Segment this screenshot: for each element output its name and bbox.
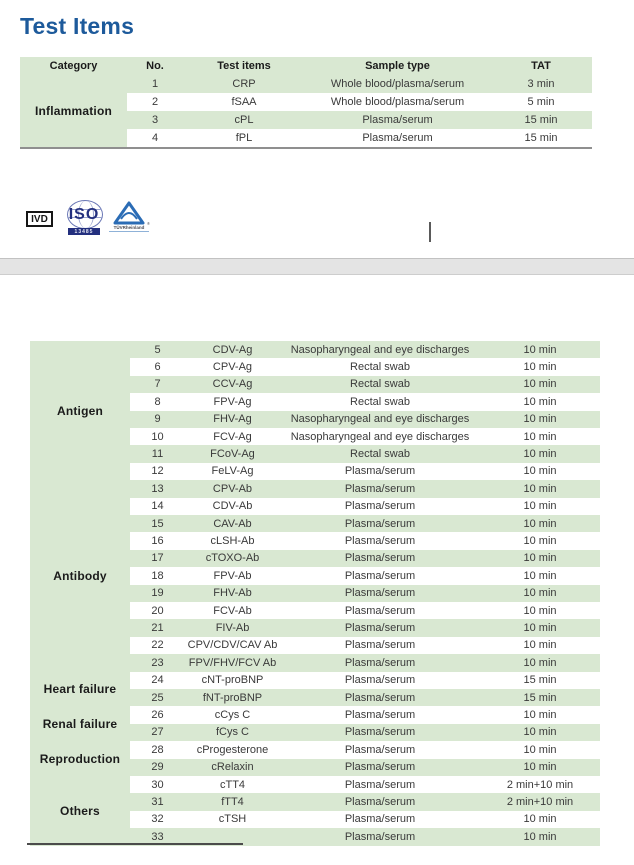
test-items-table-page1 — [20, 57, 592, 149]
cell-no: 28 — [151, 743, 164, 756]
category-label: Antigen — [56, 403, 104, 418]
cell-no: 27 — [151, 726, 164, 739]
cell-sample-type: Plasma/serum — [344, 674, 416, 687]
cell-tat: 10 min — [523, 761, 557, 774]
tuv-rheinland-logo — [112, 201, 150, 235]
cell-sample-type: Rectal swab — [350, 361, 410, 374]
cell-no: 3 — [151, 114, 159, 126]
cell-no: 30 — [151, 778, 164, 791]
cell-test-item: FHV-Ab — [213, 587, 252, 600]
page-title: Test Items — [20, 13, 135, 39]
cell-sample-type: Plasma/serum — [344, 622, 416, 635]
cell-no: 22 — [151, 639, 164, 652]
cell-tat: 10 min — [523, 413, 557, 426]
cell-tat: 10 min — [523, 500, 557, 513]
cell-tat: 10 min — [523, 395, 557, 408]
cell-test-item: fNT-proBNP — [202, 691, 263, 704]
tuv-logo-text: TÜVRheinland — [109, 225, 149, 232]
cell-test-item: FPV/FHV/FCV Ab — [188, 656, 277, 669]
cell-test-item: cCys C — [214, 709, 251, 722]
cell-test-item: cTOXO-Ab — [205, 552, 260, 565]
cell-test-item: FeLV-Ag — [211, 465, 254, 478]
iso-cert-number: 13485 — [68, 228, 100, 235]
cell-test-item: cProgesterone — [196, 743, 269, 756]
cell-tat: 10 min — [523, 343, 557, 356]
cell-no: 8 — [154, 395, 161, 408]
cell-sample-type: Plasma/serum — [362, 132, 433, 144]
iso-logo-text: ISO — [68, 206, 100, 223]
cell-no: 20 — [151, 604, 164, 617]
cell-sample-type: Nasopharyngeal and eye discharges — [290, 343, 470, 356]
cell-tat: 10 min — [523, 743, 557, 756]
cell-test-item: CCV-Ag — [212, 378, 253, 391]
cell-test-item: FCV-Ag — [213, 430, 252, 443]
cell-sample-type: Plasma/serum — [344, 743, 416, 756]
column-header: Category — [49, 60, 98, 72]
cell-tat: 10 min — [523, 622, 557, 635]
iso-13485-logo — [61, 200, 107, 236]
cell-sample-type: Plasma/serum — [344, 587, 416, 600]
cell-no: 9 — [154, 413, 161, 426]
cell-tat: 10 min — [523, 726, 557, 739]
cell-sample-type: Rectal swab — [350, 448, 410, 461]
cell-test-item: FCV-Ab — [213, 604, 252, 617]
cell-sample-type: Whole blood/plasma/serum — [330, 96, 465, 108]
cell-sample-type: Rectal swab — [350, 395, 410, 408]
cell-tat: 10 min — [523, 361, 557, 374]
cell-tat: 10 min — [523, 482, 557, 495]
cell-tat: 10 min — [523, 552, 557, 565]
cell-test-item: CPV-Ab — [212, 482, 253, 495]
cell-no: 5 — [154, 343, 161, 356]
cell-no: 16 — [151, 535, 164, 548]
cell-test-item: cNT-proBNP — [201, 674, 264, 687]
registered-mark: ® — [147, 221, 150, 226]
cell-no: 21 — [151, 622, 164, 635]
cell-no: 4 — [151, 132, 159, 144]
cell-test-item: cTSH — [218, 813, 247, 826]
cell-tat: 10 min — [523, 430, 557, 443]
cell-test-item: CAV-Ab — [213, 517, 252, 530]
cell-sample-type: Plasma/serum — [344, 500, 416, 513]
cell-no: 1 — [151, 78, 159, 90]
column-header: Sample type — [365, 60, 430, 72]
cell-test-item: cRelaxin — [211, 761, 254, 774]
cell-no: 29 — [151, 761, 164, 774]
cell-test-item: fTT4 — [221, 796, 244, 809]
cell-sample-type: Nasopharyngeal and eye discharges — [290, 430, 470, 443]
category-label: Reproduction — [39, 751, 121, 766]
tuv-triangle-icon — [112, 201, 146, 225]
cell-tat: 10 min — [523, 709, 557, 722]
cell-test-item: CDV-Ab — [212, 500, 253, 513]
cell-no: 11 — [151, 448, 164, 461]
cell-no: 32 — [151, 813, 164, 826]
cell-test-item: FPV-Ag — [213, 395, 252, 408]
ivd-mark-logo: IVD — [26, 211, 53, 227]
cell-sample-type: Nasopharyngeal and eye discharges — [290, 413, 470, 426]
cell-sample-type: Whole blood/plasma/serum — [330, 78, 465, 90]
cell-no: 6 — [154, 361, 161, 374]
category-label: Others — [60, 803, 100, 818]
cell-test-item: cPL — [234, 114, 254, 126]
cell-tat: 2 min+10 min — [506, 796, 574, 809]
cell-sample-type: Plasma/serum — [344, 778, 416, 791]
cell-sample-type: Plasma/serum — [344, 830, 416, 843]
cell-tat: 2 min+10 min — [506, 778, 574, 791]
cell-test-item: FHV-Ag — [213, 413, 252, 426]
cell-no: 7 — [154, 378, 161, 391]
cell-tat: 10 min — [523, 535, 557, 548]
cell-sample-type: Plasma/serum — [344, 569, 416, 582]
cell-test-item: cTT4 — [219, 778, 246, 791]
cell-no: 31 — [151, 796, 164, 809]
cell-tat: 10 min — [523, 448, 557, 461]
cell-test-item: fSAA — [231, 96, 257, 108]
cell-test-item: CPV-Ag — [212, 361, 253, 374]
cell-tat: 15 min — [524, 132, 558, 144]
cell-no: 10 — [151, 430, 164, 443]
cell-test-item: FCoV-Ag — [210, 448, 255, 461]
cell-sample-type: Plasma/serum — [344, 535, 416, 548]
page-separator — [0, 258, 634, 275]
cell-sample-type: Plasma/serum — [344, 691, 416, 704]
cell-sample-type: Plasma/serum — [344, 604, 416, 617]
test-items-table-page2 — [30, 341, 600, 846]
category-label: Renal failure — [42, 716, 118, 731]
text-cursor[interactable] — [429, 222, 431, 242]
cell-tat: 15 min — [523, 674, 557, 687]
cell-sample-type: Rectal swab — [350, 378, 410, 391]
cell-no: 23 — [151, 656, 164, 669]
cell-tat: 5 min — [527, 96, 555, 108]
cell-no: 33 — [151, 830, 164, 843]
cell-test-item: FIV-Ab — [215, 622, 250, 635]
cell-test-item: fPL — [235, 132, 253, 144]
cell-test-item: CRP — [232, 78, 256, 90]
cell-no: 26 — [151, 709, 164, 722]
cell-sample-type: Plasma/serum — [344, 726, 416, 739]
cell-tat: 10 min — [523, 517, 557, 530]
cell-tat: 10 min — [523, 378, 557, 391]
cell-tat: 10 min — [523, 830, 557, 843]
cell-tat: 15 min — [523, 691, 557, 704]
category-label: Antibody — [53, 568, 107, 583]
cell-test-item: cLSH-Ab — [210, 535, 255, 548]
category-label: Inflammation — [34, 104, 113, 118]
cell-tat: 10 min — [523, 639, 557, 652]
cell-sample-type: Plasma/serum — [344, 796, 416, 809]
cell-sample-type: Plasma/serum — [344, 709, 416, 722]
cell-sample-type: Plasma/serum — [344, 761, 416, 774]
cell-no: 19 — [151, 587, 164, 600]
cell-tat: 10 min — [523, 465, 557, 478]
column-header: TAT — [531, 60, 551, 72]
cell-no: 2 — [151, 96, 159, 108]
cell-no: 15 — [151, 517, 164, 530]
cell-tat: 10 min — [523, 813, 557, 826]
cell-sample-type: Plasma/serum — [344, 639, 416, 652]
table-bottom-border — [27, 843, 243, 845]
cell-tat: 10 min — [523, 604, 557, 617]
cell-sample-type: Plasma/serum — [362, 114, 433, 126]
cell-no: 14 — [151, 500, 164, 513]
cell-sample-type: Plasma/serum — [344, 465, 416, 478]
cell-test-item: CPV/CDV/CAV Ab — [187, 639, 278, 652]
column-header: No. — [146, 60, 164, 72]
cell-sample-type: Plasma/serum — [344, 517, 416, 530]
category-label: Heart failure — [43, 681, 117, 696]
cell-sample-type: Plasma/serum — [344, 656, 416, 669]
cell-tat: 10 min — [523, 569, 557, 582]
cell-tat: 10 min — [523, 587, 557, 600]
column-header: Test items — [217, 60, 271, 72]
cell-tat: 3 min — [527, 78, 555, 90]
cell-test-item: fCys C — [216, 726, 249, 739]
cell-test-item: CDV-Ag — [212, 343, 253, 356]
cell-test-item: FPV-Ab — [213, 569, 252, 582]
cell-no: 12 — [151, 465, 164, 478]
cell-no: 18 — [151, 569, 164, 582]
cell-sample-type: Plasma/serum — [344, 552, 416, 565]
cell-no: 24 — [151, 674, 164, 687]
cell-no: 25 — [151, 691, 164, 704]
cell-sample-type: Plasma/serum — [344, 482, 416, 495]
cell-no: 13 — [151, 482, 164, 495]
cell-no: 17 — [151, 552, 164, 565]
cell-tat: 10 min — [523, 656, 557, 669]
cell-sample-type: Plasma/serum — [344, 813, 416, 826]
cell-tat: 15 min — [524, 114, 558, 126]
